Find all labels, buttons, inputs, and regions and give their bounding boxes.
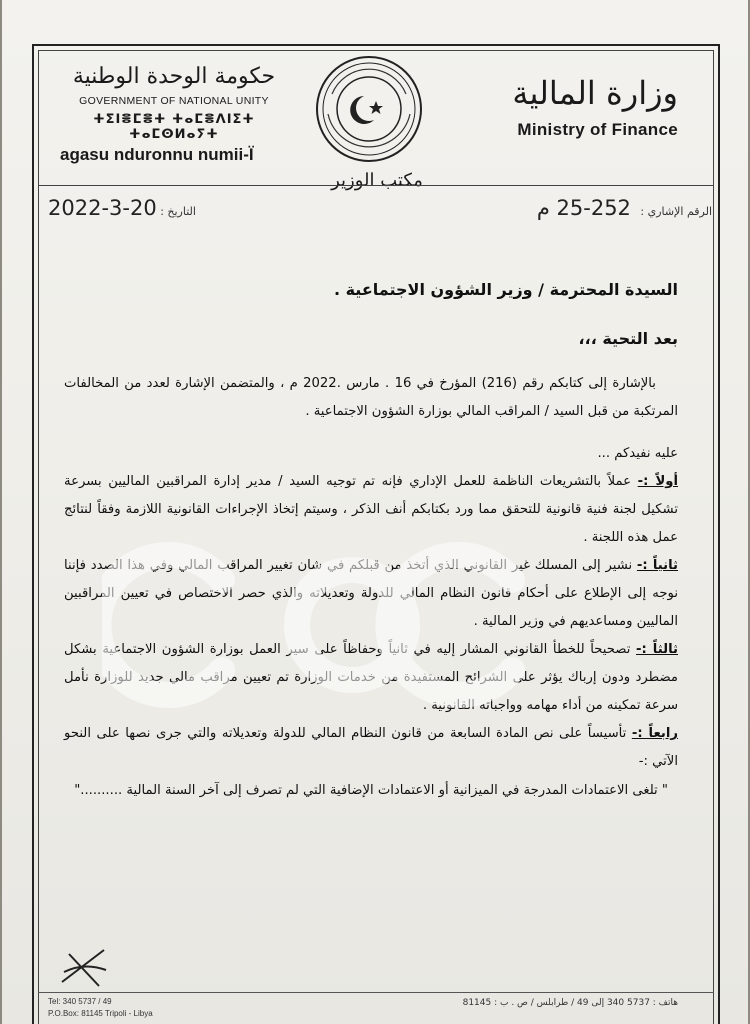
date	[42, 196, 196, 220]
point-second-label: ثانياً :-	[636, 558, 679, 573]
ministry-name-english: Ministry of Finance	[517, 120, 678, 139]
government-name-english: GOVERNMENT OF NATIONAL UNITY	[79, 95, 269, 107]
point-first-label: أولاً :-	[637, 474, 678, 489]
date-value: 2022-3-20	[48, 196, 157, 220]
addressee: السيدة المحترمة / وزير الشؤون الاجتماعية .	[333, 280, 678, 299]
signature-mark-icon	[54, 942, 114, 992]
point-first	[64, 468, 678, 552]
document-page	[2, 0, 748, 1024]
point-third-text: تصحيحاً للخطأ القانوني المشار إليه في ثانياً وحفاظاً على سير العمل بوزارة الشؤون الاجتماعية بشكل مضطرد ودون إرباك يؤثر على الشرائح المستفيدة من خدمات الوزارة تم تعيين مراقب مالي جديد للوزارة نأمل سرعة تمكينه من أداء مهامه وواجباته القانونية .	[64, 642, 678, 713]
point-third-label: ثالثاً :-	[636, 642, 678, 657]
government-name-tifinagh: ⵜⵉⵏⴻⵎⴻⵜ ⵜⴰⵎⴻⴷⵏⵉⵜ ⵜⴰⵎⵙⵍⴰⵢⵜ	[93, 112, 255, 142]
footer-contact-english	[48, 996, 153, 1020]
header-divider	[38, 185, 714, 186]
state-emblem-seal-icon	[314, 54, 424, 164]
government-header	[54, 64, 294, 165]
reference-value: 252-25 م	[536, 196, 631, 220]
point-third	[64, 636, 678, 720]
point-fourth	[64, 720, 678, 776]
footer-pobox-english: P.O.Box: 81145 Tripoli - Libya	[48, 1009, 153, 1018]
ministry-header	[458, 74, 678, 140]
point-fourth-text: تأسيساً على نص المادة السابعة من قانون النظام المالي للدولة وتعديلاته والتي جرى نصها على النحو الآتي :-	[64, 726, 678, 769]
government-name-arabic: حكومة الوحدة الوطنية	[72, 64, 276, 89]
point-second-text: نشير إلى المسلك غير القانوني الذي أتخذ من قبلكم في شان تغيير المراقب المالي وفي هذا الصدد فإننا نوجه إلى الإطلاع على أحكام قانون النظام المالي للدولة وتعديلاته والذي حصر الاختصاص في تعيين المراقبين الماليين ومساعديهم في وزير المالية .	[64, 558, 678, 629]
reference-number	[537, 196, 712, 220]
reference-date-row	[42, 196, 712, 226]
letter-body	[64, 280, 678, 806]
footer-divider	[38, 992, 714, 993]
ministry-name-arabic: وزارة المالية	[512, 74, 678, 112]
intro-line: عليه نفيدكم ...	[597, 446, 678, 461]
footer-phone-english: Tel: 340 5737 / 49	[48, 997, 112, 1006]
quoted-article: " تلغى الاعتمادات المدرجة في الميزانية أو الاعتمادات الإضافية التي لم تصرف إلى آخر السنة المالية .........."	[74, 783, 668, 798]
minister-office-label: مكتب الوزير	[331, 170, 423, 191]
point-first-text: عملاً بالتشريعات الناظمة للعمل الإداري فإنه تم توجيه السيد / مدير إدارة المراقبين الماليين بسرعة تشكيل لجنة فنية قانونية للتحقق مما ورد بكتابكم أنف الذكر ، وسيتم إتخاذ الإجراءات القانونية اللازمة وفقاً لنتائج عمل هذه اللجنة .	[64, 474, 678, 545]
government-name-amazigh-latin: agasu nduronnu numii-Ï	[60, 145, 254, 164]
paragraph-reference: بالإشارة إلى كتابكم رقم (216) المؤرخ في 16 . مارس .2022 م ، والمتضمن الإشارة لعدد من المخالفات المرتكبة من قبل السيد / المراقب المالي بوزارة الشؤون الاجتماعية .	[64, 376, 678, 419]
reference-label: الرقم الإشاري :	[640, 205, 712, 218]
footer-contact-arabic: هاتف : 5737 340 إلى 49 / طرابلس / ص . ب : 81145	[462, 998, 678, 1008]
date-label: التاريخ :	[160, 205, 196, 218]
greeting: بعد التحية ،،،	[578, 329, 678, 348]
point-second	[64, 552, 678, 636]
point-fourth-label: رابعاً :-	[631, 726, 678, 741]
